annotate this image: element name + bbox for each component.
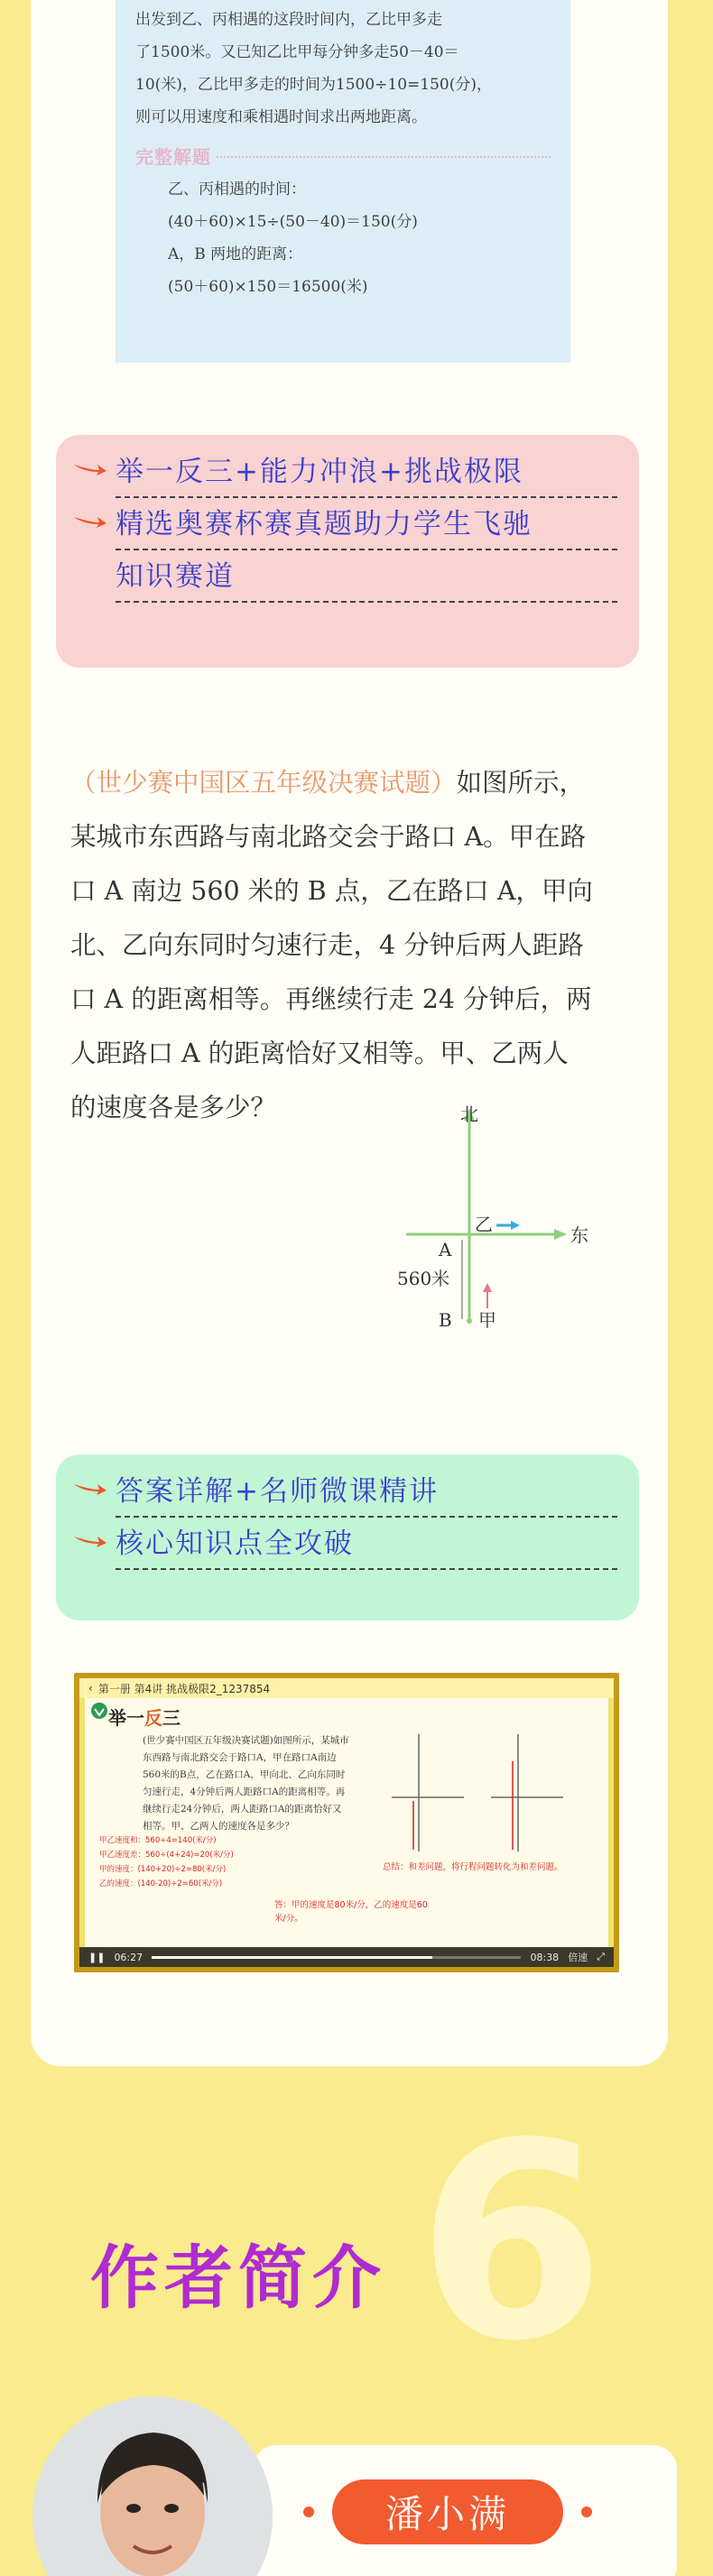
feature-row xyxy=(72,505,617,558)
feature-row xyxy=(72,1525,617,1577)
east-arrow xyxy=(554,1229,567,1240)
handwritten-note: 甲的速度：(140+20)÷2=80(米/分) xyxy=(99,1865,227,1874)
problem-text xyxy=(70,756,594,1135)
problem-body: 某城市东西路与南北路交会于路口 A。甲在路口 A 南边 560 米的 B 点，乙在路口 A，甲向北、乙向东同时匀速行走，4 分钟后两人距路口 A 的距离相等。再继续行走 24 分钟后，两人距路口 A 的距离恰好又相等。甲、乙两人的速度各是多少？ xyxy=(70,822,593,1122)
feature-row xyxy=(72,1473,617,1525)
arrow-icon xyxy=(72,453,116,484)
problem-intro: 如图所示， xyxy=(456,768,586,798)
section-number: 6 xyxy=(417,2085,606,2400)
solution-line: 则可以用速度和乘相遇时间求出两地距离。 xyxy=(135,108,427,126)
handwritten-summary xyxy=(383,1860,599,1875)
video-heading xyxy=(108,1703,181,1730)
speed-button[interactable]: 倍速 xyxy=(568,1952,588,1963)
video-player[interactable] xyxy=(74,1673,619,1972)
video-topbar xyxy=(79,1678,614,1698)
video-frame xyxy=(85,1698,608,1947)
problem-source: （世少赛中国区五年级决赛试题） xyxy=(70,768,457,798)
route-diagram xyxy=(379,1104,605,1335)
logo-icon xyxy=(90,1702,108,1720)
solution-box xyxy=(116,0,570,363)
back-chevron-icon[interactable]: ‹ xyxy=(88,1682,93,1694)
handwritten-note: 甲乙速度和：560÷4=140(米/分) xyxy=(99,1836,217,1845)
video-controls[interactable] xyxy=(79,1947,614,1967)
time-current: 06:27 xyxy=(114,1951,144,1963)
solution-step: (40＋60)×15÷(50－40)＝150(分) xyxy=(168,213,418,231)
feature-box-green xyxy=(56,1454,639,1620)
feature-text: 答案详解+名师微课精讲 xyxy=(116,1473,617,1518)
solution-line: 出发到乙、丙相遇的这段时间内，乙比甲多走 xyxy=(135,11,442,29)
feature-text: 核心知识点全攻破 xyxy=(116,1525,617,1570)
section-title: 作者简介 xyxy=(90,2238,386,2318)
handwritten-notes xyxy=(99,1833,262,1891)
solution-step: A，B 两地的距离： xyxy=(168,245,303,263)
arrow-icon xyxy=(72,1525,116,1556)
solution-step: 乙、丙相遇的时间： xyxy=(168,180,306,199)
handwritten-note: 乙的速度：(140-20)÷2=60(米/分) xyxy=(99,1879,223,1888)
feature-row xyxy=(72,453,617,505)
author-photo xyxy=(32,2396,273,2576)
video-diagrams xyxy=(383,1725,581,1860)
solution-step: (50＋60)×150＝16500(米) xyxy=(168,278,368,296)
label-distance: 560米 xyxy=(397,1268,450,1289)
label-jia: 甲 xyxy=(478,1309,496,1331)
dot-decoration xyxy=(581,2507,592,2517)
dot-decoration xyxy=(303,2507,314,2517)
dotted-divider xyxy=(217,156,551,158)
label-north: 北 xyxy=(460,1104,478,1125)
label-a: A xyxy=(439,1239,452,1260)
feature-text: 举一反三+能力冲浪+挑战极限 xyxy=(116,453,617,498)
video-problem-text: (世少赛中国区五年级决赛试题)如图所示，某城市东西路与南北路交会于路口A，甲在路口A南边560米的B点，乙在路口A，甲向北、乙向东同时匀速行走，4分钟后两人距路口A的距离相等。再继续行走24分钟后，两人距路口A的距离恰好又相等。甲、乙两人的速度各是多少？ xyxy=(143,1735,349,1832)
author-name: 潘小满 xyxy=(332,2479,563,2544)
progress-fill xyxy=(152,1956,432,1959)
feature-box-pink xyxy=(56,435,639,668)
point-b xyxy=(467,1318,472,1324)
feature-row-continued xyxy=(72,558,617,610)
progress-bar[interactable] xyxy=(152,1956,521,1959)
feature-text: 知识赛道 xyxy=(116,558,617,603)
label-east: 东 xyxy=(570,1224,588,1246)
avatar xyxy=(32,2396,273,2576)
solution-tag: 完整解题 xyxy=(135,146,211,168)
yi-arrowhead xyxy=(511,1221,520,1230)
handwritten-note: 甲乙速度差：560÷(4+24)=20(米/分) xyxy=(99,1851,234,1860)
feature-text: 精选奥赛杯赛真题助力学生飞驰 xyxy=(116,505,617,550)
solution-tag-row xyxy=(135,141,551,173)
video-heading-highlight: 反 xyxy=(144,1707,162,1729)
route-diagram-svg xyxy=(379,1104,605,1335)
solution-line: 了1500米。又已知乙比甲每分钟多走50－40＝ xyxy=(135,43,459,61)
arrow-icon xyxy=(72,1473,116,1503)
label-b: B xyxy=(439,1309,452,1331)
jia-arrowhead xyxy=(483,1283,492,1292)
pause-icon[interactable]: ❚❚ xyxy=(88,1951,106,1963)
solution-line: 10(米)，乙比甲多走的时间为1500÷10=150(分)， xyxy=(135,76,492,94)
arrow-icon xyxy=(72,505,116,536)
handwritten-note: 总结：和差问题，将行程问题转化为和差问题。 xyxy=(383,1862,563,1872)
video-title: 第一册 第4讲 挑战极限2_1237854 xyxy=(97,1682,271,1695)
video-heading-part: 三 xyxy=(162,1707,181,1729)
time-total: 08:38 xyxy=(530,1951,560,1963)
handwritten-note: 答：甲的速度是80米/分，乙的速度是60米/分。 xyxy=(274,1900,428,1924)
handwritten-answer xyxy=(274,1898,437,1925)
video-heading-part: 举一 xyxy=(108,1707,144,1729)
label-yi: 乙 xyxy=(475,1214,493,1235)
fullscreen-icon[interactable]: ⤢ xyxy=(597,1951,605,1962)
